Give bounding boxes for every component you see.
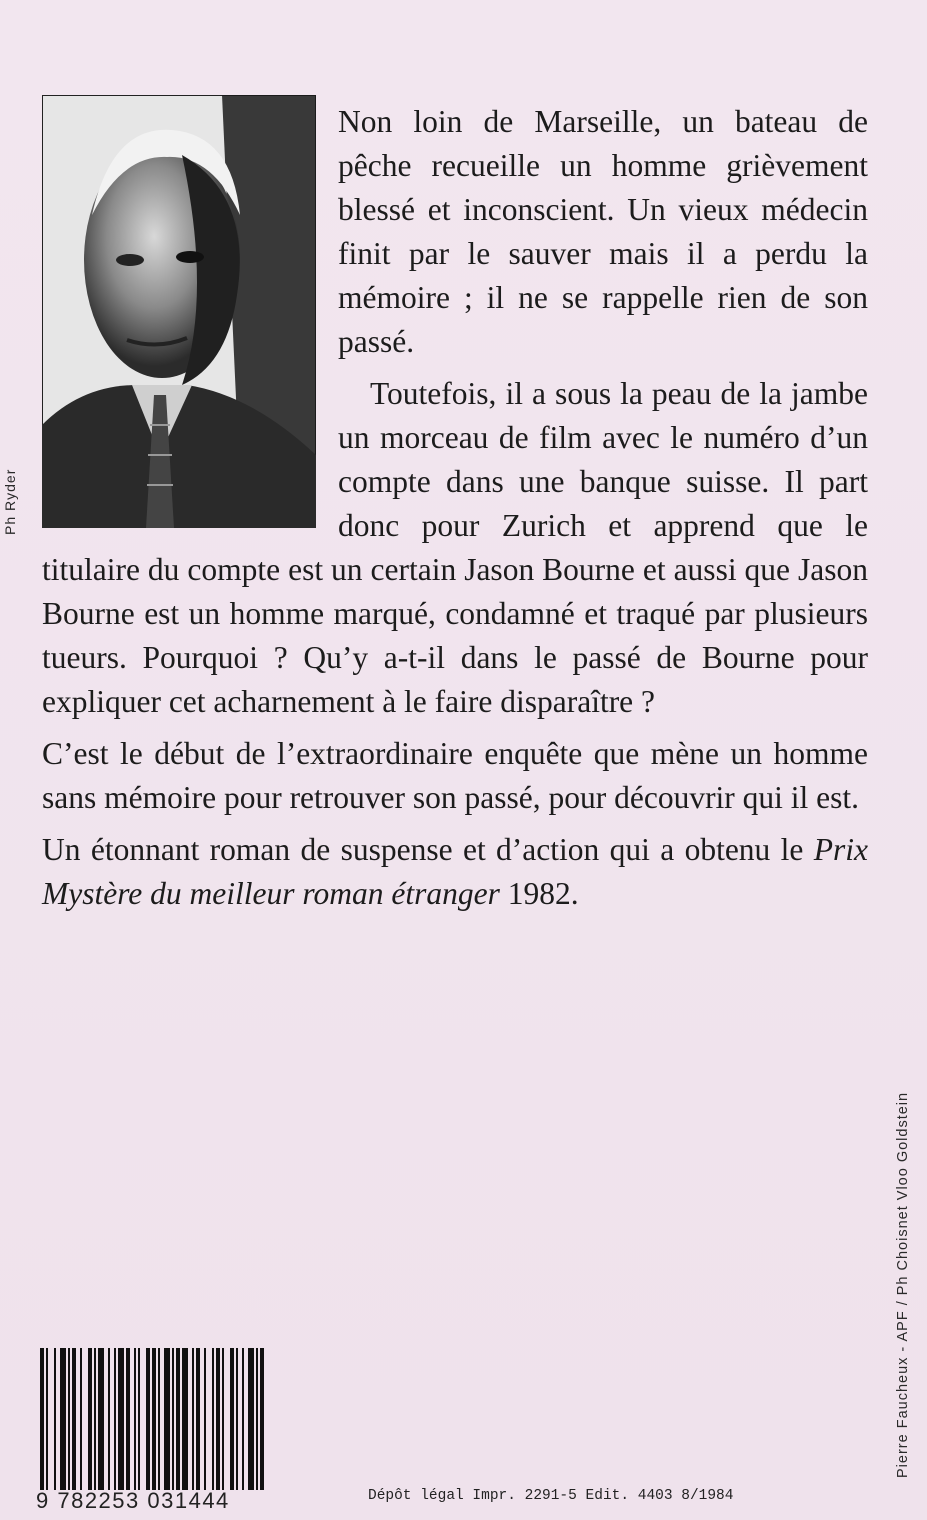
blurb-paragraph-2: Toutefois, il a sous la peau de la jambe un morceau de film avec le numéro d’un compte dans une banque suisse. Il part donc pour Zurich et apprend que le titulaire du compte est un certain Jason Bourne et aussi que Jason Bourne est un homme marqué, condamné et traqué par plusieurs tueurs. Pourquoi ? Qu’y a-t-il dans le passé de Bourne pour expliquer cet acharnement à le faire disparaître ? [42, 376, 868, 719]
photo-credit-left: Ph Ryder [2, 468, 18, 535]
prize-title: Prix Mystère du meilleur roman étranger [42, 832, 868, 911]
blurb-p4-pre: Un étonnant roman de suspense et d’action qui a obtenu le [42, 832, 814, 867]
blurb-paragraph-4 [42, 828, 868, 916]
blurb-paragraph-1: Non loin de Marseille, un bateau de pêche recueille un homme grièvement blessé et inconscient. Un vieux médecin finit par le sauver mais il a perdu la mémoire ; il ne se rappelle rien de son passé. [338, 104, 868, 359]
barcode-icon [36, 1348, 336, 1490]
legal-deposit-line: Dépôt légal Impr. 2291-5 Edit. 4403 8/1984 [368, 1488, 734, 1504]
photo-spacer [42, 100, 338, 536]
isbn-digits: 9 782253 031444 [36, 1488, 230, 1513]
cover-credit-right: Pierre Faucheux - APF / Ph Choisnet Vloo Goldstein [895, 1091, 911, 1478]
blurb-p4-post: 1982. [499, 876, 579, 911]
blurb-text [42, 100, 868, 924]
blurb-paragraph-3: C’est le début de l’extraordinaire enquête que mène un homme sans mémoire pour retrouver son passé, pour découvrir qui il est. [42, 736, 868, 815]
